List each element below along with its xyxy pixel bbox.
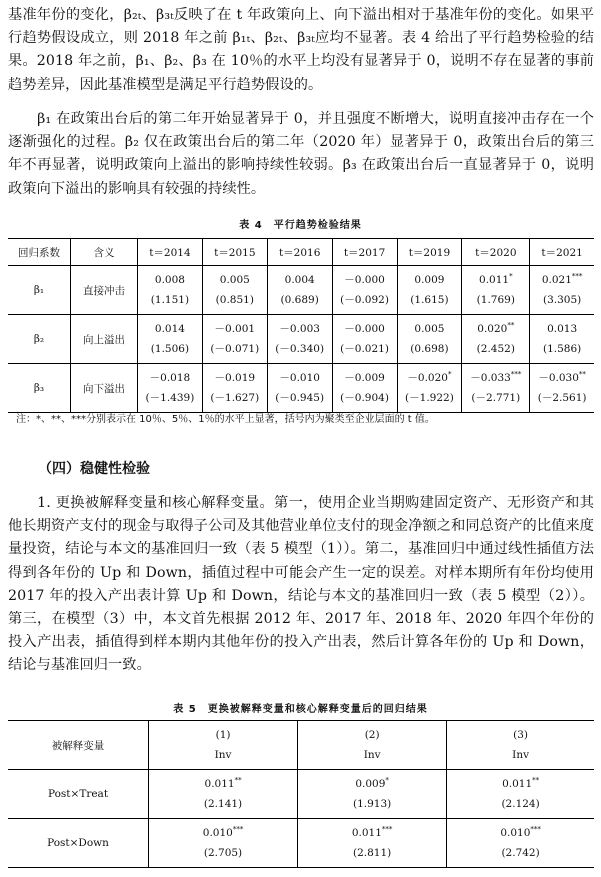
table4-value-cell: [202, 266, 267, 315]
table5-header-row: [8, 721, 594, 770]
table4-value-cell: [138, 315, 203, 364]
table4-value-cell: [267, 315, 332, 364]
significance-stars: **: [507, 321, 515, 330]
table4-meaning-cell: 向下溢出: [71, 364, 138, 413]
table4-t-value: (－1.627): [210, 392, 260, 404]
table4-header-cell: 含义: [71, 239, 138, 266]
table4-coefficient: 0.005: [219, 274, 250, 286]
table5-coefficient: 0.009*: [355, 776, 389, 790]
section-heading: （四）稳健性检验: [38, 461, 150, 477]
table5-row: [8, 819, 594, 868]
table4: [8, 238, 594, 413]
table4-value-cell: [202, 315, 267, 364]
table4-note: 注：*、**、***分别表示在 10％、5％、1％的水平上显著，括号内为聚类至企业层面的 t 值。: [16, 414, 435, 425]
table5-model-depvar: Inv: [512, 749, 530, 761]
table4-value-cell: [267, 364, 332, 413]
table4-coefficient: 0.005: [414, 323, 445, 335]
table5-t-value: (2.742): [501, 847, 540, 859]
table4-coefficient: 0.011*: [479, 272, 513, 286]
significance-stars: ***: [530, 825, 541, 834]
table5-coefficient: 0.011**: [502, 776, 540, 790]
table4-t-value: (2.452): [476, 343, 515, 355]
table5-row: [8, 770, 594, 819]
table5-t-value: (1.913): [353, 798, 392, 810]
table4-row: [8, 266, 594, 315]
significance-stars: **: [234, 776, 242, 785]
table4-coefficient: －0.018: [149, 372, 191, 384]
table4-header-cell: t＝2020: [462, 239, 530, 266]
table4-t-value: (－0.904): [340, 392, 389, 404]
significance-stars: ***: [510, 370, 522, 379]
table5-coefficient: 0.010***: [500, 825, 541, 839]
significance-stars: *: [447, 370, 452, 379]
table5-caption: 表 5 更换被解释变量和核心解释变量后的回归结果: [173, 704, 428, 715]
table5-model-number: (1): [215, 729, 231, 741]
table5-model-depvar: Inv: [363, 749, 381, 761]
table4-t-value: (1.615): [410, 294, 449, 306]
table4-value-cell: [202, 364, 267, 413]
significance-stars: *: [385, 776, 389, 785]
table4-coefficient: －0.019: [214, 372, 256, 384]
table5-value-cell: [298, 770, 447, 819]
table4-coefficient: 0.004: [284, 274, 315, 286]
table4-value-cell: [332, 315, 397, 364]
table4-value-cell: [138, 364, 203, 413]
table4-header-cell: t＝2021: [530, 239, 594, 266]
table4-coefficient: －0.033***: [470, 370, 522, 384]
table4-t-value: (0.851): [215, 294, 254, 306]
table4-coef-cell: β₃: [33, 382, 45, 394]
table4-value-cell: [397, 364, 462, 413]
table4-value-cell: [138, 266, 203, 315]
table4-coefficient: －0.010: [279, 372, 320, 384]
paragraph-3: 1. 更换被解释变量和核心解释变量。第一，使用企业当期购建固定资产、无形资产和其他长期资产支付的现金与取得子公司及其他营业单位支付的现金净额之和同总资产的比值来度量投资，结论与本文的基准回归一致（表 5 模型（1））。第二，基准回归中通过线性插值方法得到各年份的 Up 和 Down，插值过程中可能会产生一定的误差。对样本期所有年份均使用 2017 年的投入产出表计算 Up 和 Down，结论与本文的基准回归一致（表 5 模型（2））。第三，在模型（3）中，本文首先根据 2012 年、2017 年、2018 年、2020 年四个年份的投入产出表，插值得到样本期内其他年份的投入产出表，然后计算各年份的 Up 和 Down，结论与基准回归一致。: [8, 495, 594, 674]
table4-value-cell: [462, 315, 530, 364]
table4-coefficient: －0.003: [279, 323, 320, 335]
table4-value-cell: [462, 266, 530, 315]
table4-value-cell: [530, 266, 594, 315]
table4-value-cell: [397, 315, 462, 364]
table4-t-value: (－0.340): [275, 343, 325, 355]
table4-caption: 表 4 平行趋势检验结果: [239, 220, 362, 231]
table4-meaning-cell: 直接冲击: [71, 266, 138, 315]
table4-coefficient: 0.014: [154, 323, 185, 335]
table4-header-cell: t＝2016: [267, 239, 332, 266]
table4-t-value: (1.151): [150, 294, 190, 306]
significance-stars: **: [578, 370, 586, 379]
table5-coefficient: 0.010***: [202, 825, 244, 839]
table4-header-cell: t＝2014: [138, 239, 203, 266]
table5-value-cell: [447, 819, 594, 868]
table4-coefficient: 0.021***: [541, 272, 583, 286]
table4-t-value: (－1.439): [145, 392, 195, 404]
table4-t-value: (－2.561): [537, 392, 587, 404]
table5-t-value: (2.705): [203, 847, 243, 859]
table4-value-cell: [267, 266, 332, 315]
table4-coefficient: 0.009: [414, 274, 445, 286]
table5-model-depvar: Inv: [214, 749, 232, 761]
table4-header-cell: t＝2017: [332, 239, 397, 266]
table5-value-cell: [149, 819, 298, 868]
significance-stars: ***: [571, 272, 583, 281]
table5-model-header: [149, 721, 298, 770]
table4-t-value: (1.506): [150, 343, 190, 355]
table4-value-cell: [397, 266, 462, 315]
table4-t-value: (1.586): [542, 343, 582, 355]
table4-coefficient: 0.008: [154, 274, 185, 286]
table4-coefficient: 0.020**: [477, 321, 515, 335]
table4-coefficient: 0.013: [547, 323, 578, 335]
table4-coefficient: －0.000: [344, 323, 385, 335]
paragraph-2: β₁ 在政策出台后的第二年开始显著异于 0，并且强度不断增大，说明直接冲击存在一个逐渐强化的过程。β₂ 仅在政策出台后的第二年（2020 年）显著异于 0，政策出台后的第三年不再显著，说明政策向上溢出的影响持续性较弱。β₃ 在政策出台后一直显著异于 0，说明政策向下溢出的影响具有较强的持续性。: [8, 111, 594, 197]
table5-row-label: Post×Treat: [8, 770, 149, 819]
table5-value-cell: [149, 770, 298, 819]
table4-coefficient: －0.001: [214, 323, 256, 335]
table4-header-cell: t＝2015: [202, 239, 267, 266]
table4-t-value: (1.769): [476, 294, 515, 306]
table4-coefficient: －0.020*: [407, 370, 452, 384]
significance-stars: ***: [232, 825, 244, 834]
table4-t-value: (3.305): [542, 294, 582, 306]
significance-stars: ***: [381, 825, 393, 834]
table4-coefficient: －0.009: [344, 372, 385, 384]
table4-value-cell: [530, 315, 594, 364]
table4-header-cell: 回归系数: [8, 239, 71, 266]
table4-row: [8, 364, 594, 413]
table4-coefficient: －0.000: [344, 274, 385, 286]
table4-t-value: (－0.092): [340, 294, 389, 306]
table5-model-header: [447, 721, 594, 770]
table4-value-cell: [462, 364, 530, 413]
table5-coefficient: 0.011**: [204, 776, 242, 790]
table5-row-label: Post×Down: [47, 837, 109, 849]
table4-t-value: (－0.071): [210, 343, 260, 355]
table5-coefficient: 0.011***: [351, 825, 393, 839]
significance-stars: *: [509, 272, 513, 281]
table5-model-header: [298, 721, 447, 770]
paragraph-1: 基准年份的变化，β₂ₜ、β₃ₜ反映了在 t 年政策向上、向下溢出相对于基准年份的变化。如果平行趋势假设成立，则 2018 年之前 β₁ₜ、β₂ₜ、β₃ₜ应均不显著。表 4 给出了平行趋势检验的结果。2018 年之前，β₁、β₂、β₃ 在 10％的水平上均没有显著异于 0，说明不存在显著的事前趋势差异，因此基准模型是满足平行趋势假设的。: [8, 7, 594, 93]
table4-row: [8, 315, 594, 364]
table5-t-value: (2.124): [501, 798, 540, 810]
table4-header-cell: t＝2019: [397, 239, 462, 266]
table5-header-label: 被解释变量: [8, 721, 149, 770]
significance-stars: **: [532, 776, 540, 785]
table5-value-cell: [298, 819, 447, 868]
table4-t-value: (－0.945): [275, 392, 325, 404]
table5-model-number: (2): [364, 729, 380, 741]
table4-t-value: (－0.021): [340, 343, 389, 355]
table5-t-value: (2.141): [203, 798, 243, 810]
table5: [8, 720, 594, 868]
table4-coef-cell: β₁: [8, 266, 71, 315]
table4-t-value: (0.689): [280, 294, 319, 306]
table4-value-cell: [332, 266, 397, 315]
table5-value-cell: [447, 770, 594, 819]
table4-value-cell: [332, 364, 397, 413]
table4-t-value: (－2.771): [471, 392, 521, 404]
table5-model-number: (3): [513, 729, 529, 741]
table4-header-row: [8, 239, 594, 266]
table4-value-cell: [530, 364, 594, 413]
table4-t-value: (0.698): [410, 343, 449, 355]
table4-coefficient: －0.030**: [538, 370, 586, 384]
table4-t-value: (－1.922): [405, 392, 454, 404]
table5-t-value: (2.811): [353, 847, 392, 859]
table4-meaning-cell: 向上溢出: [71, 315, 138, 364]
table4-coef-cell: β₂: [8, 315, 71, 364]
